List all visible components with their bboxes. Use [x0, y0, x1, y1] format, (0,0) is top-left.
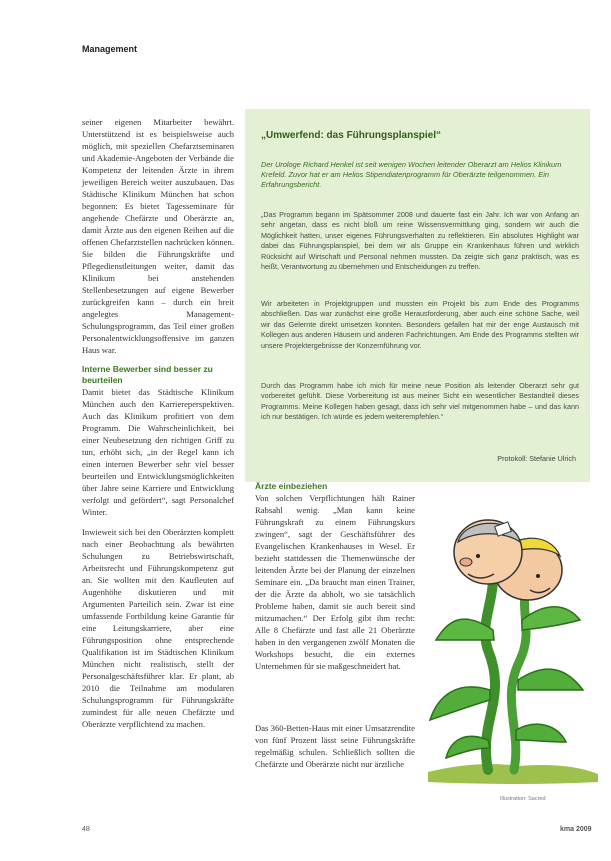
plant-leaf [516, 724, 566, 742]
right-column-bottom [255, 722, 415, 770]
sidebar-box [245, 109, 590, 482]
illustration-plant-heads [418, 490, 602, 790]
box-paragraph: Durch das Programm habe ich mich für meine neue Position als leitender Oberarzt sehr gut vorbereitet gefühlt. Diese Vorbereitung ist aus meiner Sicht ein wesentlicher Bestandteil dieses Programms. Meine Kollegen haben gesagt, dass ich sehr viel mitgenommen habe – und das kann ich nur bestätigen. Ich würde es jedem weiterempfehlen.“ [261, 381, 579, 422]
box-title: „Umwerfend: das Führungsplanspiel“ [261, 130, 442, 141]
body-paragraph: Damit bietet das Städtische Klinikum München auch den Karriereperspektiven. Auch das Klinikum profitiert von dem Programm. Die Wahrscheinlichkeit, bei einer Neubesetzung den richtigen Griff zu tun, erhöht sich, „in der Regel kann ich einen internen Bewerber sehr viel besser beurteilen und Entwicklungsmöglichkeiten über Jahre seine Karriere und Entwicklung verfolgt und gefördert“, sagt Personalchef Winter. [82, 387, 234, 517]
section-label: Management [82, 44, 138, 54]
page-number: 48 [82, 826, 90, 833]
body-paragraph: seiner eigenen Mitarbeiter bewährt. Unterstützend ist es beispielsweise auch möglich, mit speziellen Chefarztseminaren und Akademie-Angeboten der Verbände die Kompetenz der leitenden Ärzte in ihrem jeweiligen Bereich weiter auszubauen. Das Städtische Klinikum München hat schon begonnen: Es bietet Tagesseminare für angehende Chefärzte und Oberärzte an, damit Ärzte aus den eigenen Reihen auf die offenen Chefarztstellen nachrücken können. Sie bilden die Führungskräfte und Pflegedienstleitungen weiter, damit das Klinikum bei anstehenden Stellenbesetzungen auf eigene Bewerber zurückgreifen kann – durch ein breit angelegtes Management-Schulungsprogramm, das Teil einer großen Personalentwicklungsoffensive im ganzen Haus war. [82, 117, 234, 355]
eye [476, 554, 480, 558]
box-signature: Protokoll: Stefanie Ulrich [497, 454, 576, 463]
box-lead: Der Urologe Richard Henkel ist seit wenigen Wochen leitender Oberarzt am Helios Klinikum Krefeld. Zuvor hat er am Helios Stipendiatenprogramm für Oberärzte teilgenommen. Ein Erfahrungsbericht. [261, 160, 562, 190]
illustration-credit: Illustration: Sacred [500, 796, 546, 802]
body-paragraph: Das 360-Betten-Haus mit einer Umsatzrendite von fünf Prozent lässt seine Führungskräfte regelmäßig schulen. Schließlich sollten die Chefärzte und Oberärzte nicht nur ärztliche [255, 723, 415, 769]
body-paragraph: Von solchen Verpflichtungen hält Rainer Rabsahl wenig. „Man kann keine Führungskraft zu einem Führungskurs zwingen“, sagt der Geschäftsführer des Evangelischen Krankenhauses in Wesel. Er bezieht stattdessen die Themenwünsche der leitenden Ärzte bei der Planung der einzelnen Seminare ein. „Da braucht man einen Trainer, der die Ärzte da abholt, wo sie tatsächlich Probleme haben, damit sie auch bereit sind mitzumachen.“ Der Erfolg gibt ihm recht: Alle 8 Chefärzte und fast alle 21 Oberärzte haben in den vergangenen zwölf Monaten die Workshops besucht, die ein externes Unternehmen für sie maßgeschneidert hat. [255, 493, 415, 671]
plant-leaf [430, 687, 490, 720]
box-paragraph: Wir arbeiteten in Projektgruppen und mussten ein Projekt bis zum Ende des Programms abschließen. Das war zunächst eine große Herausforderung, aber auch eine schöne Sache, weil wir das Gelernte direkt umsetzen konnten. Besonders gefallen hat mir der enge Austausch mit Kollegen aus anderen Häusern und anderen Fachrichtungen. Am Ende des Programms stellten wir unsere Projektergebnisse der Konzernführung vor. [261, 299, 579, 350]
left-column [82, 116, 234, 738]
plant-stem [485, 560, 495, 770]
subheading: Interne Bewerber sind besser zu beurteilen [82, 364, 213, 385]
body-paragraph: Inwieweit sich bei den Oberärzten komplett nach einer Beobachtung als bewährten Schulungen zu Betriebswirtschaft, Arbeitsrecht und Führungskompetenz gut an. Sie wollten mit den Kaufleuten auf Augenhöhe diskutieren und mit Argumenten Parteilich sein. Zwar ist eine umfassende Fortbildung keine Garantie für eine Leitungskarriere, aber eine Führungsposition ohne entsprechende Qualifikation ist im Städtischen Klinikum München nicht realistisch, stellt der Personalgeschäftsführer klar. Er plant, ab 2010 die Teilnahme am modularen Schulungsprogramm für Führungskräfte zumindest für alle neuen Chefärzte und Oberärzte verpflichtend zu machen. [82, 527, 234, 729]
plant-leaf [518, 669, 583, 690]
box-paragraph: „Das Programm begann im Spätsommer 2008 und dauerte fast ein Jahr. Ich war von Anfang an sehr angetan, dass es nicht bloß um reine Wissensvermittlung ging, sondern wir auch die Möglichkeit hatten, unser eigenes Führungsverhalten zu reflektieren. Ein absolutes Highlight war dabei das Führungsplanspiel, bei dem wir als Gruppe ein Krankenhaus führen und wirklich Rücksicht auf Wirtschaft und Personal nehmen mussten. Da zeigte sich ganz praktisch, was es heißt, Verantwortung zu übernehmen und Entscheidungen zu treffen. [261, 210, 579, 272]
eye [536, 574, 540, 578]
nose [460, 558, 472, 566]
magazine-brand: kma 2009 [560, 826, 592, 833]
right-column [255, 481, 415, 680]
plant-leaf [522, 607, 580, 630]
subheading: Ärzte einbeziehen [255, 481, 328, 491]
